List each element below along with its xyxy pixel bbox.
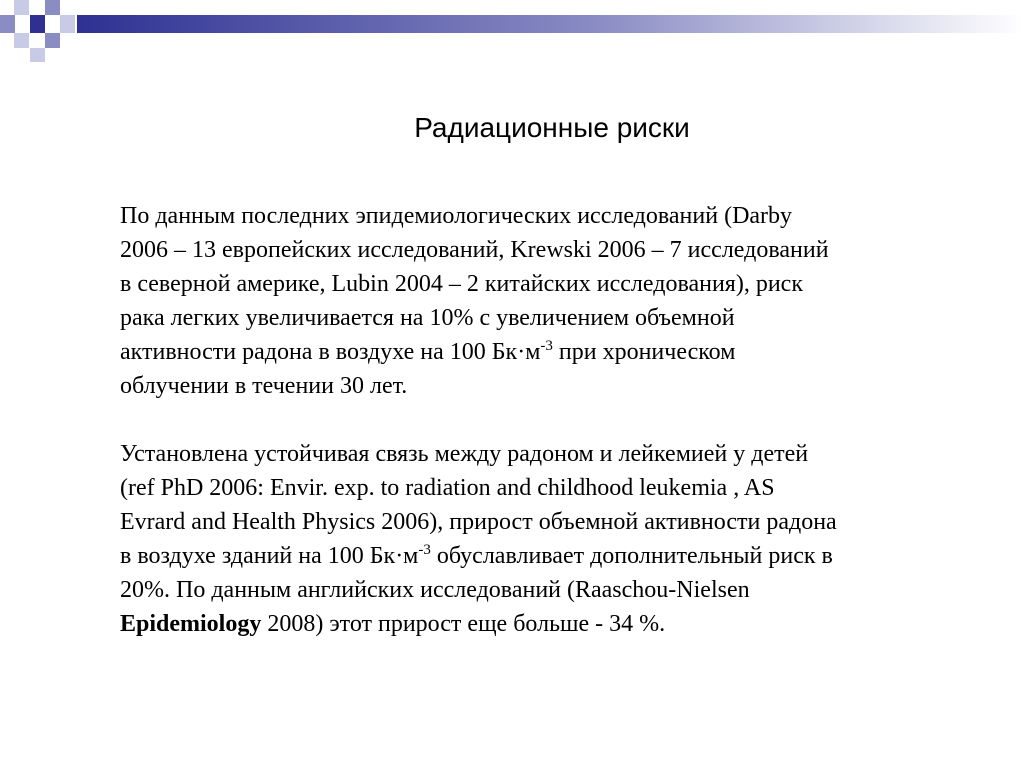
slide-body (120, 199, 980, 641)
header-square (60, 15, 75, 33)
text-line: (ref PhD 2006: Envir. exp. to radiation and childhood leukemia , AS (120, 475, 775, 501)
text-line: По данным последних эпидемиологических исследований (Darby (120, 203, 793, 229)
header-square (45, 33, 60, 48)
text-line: в северной америке, Lubin 2004 – 2 китайских исследования), риск (120, 271, 803, 297)
paragraph-leukemia-risk (120, 437, 980, 641)
text-segment: активности радона в воздухе на 100 Бк·м (120, 339, 541, 365)
header-square (0, 15, 15, 33)
text-line (120, 607, 980, 641)
text-line: облучении в течении 30 лет. (120, 373, 408, 399)
header-decoration (0, 0, 1024, 62)
text-segment: обуславливает дополнительный риск в (430, 543, 833, 569)
paragraph-lung-cancer-risk (120, 199, 980, 403)
text-line: Установлена устойчивая связь между радоном и лейкемией у детей (120, 441, 809, 467)
text-line: рака легких увеличивается на 10% с увеличением объемной (120, 305, 735, 331)
text-segment: при хроническом (552, 339, 736, 365)
text-segment: в воздухе зданий на 100 Бк·м (120, 543, 419, 569)
header-square (14, 0, 29, 15)
header-square (30, 15, 45, 33)
text-line: Evrard and Health Physics 2006), прирост объемной активности радона (120, 509, 837, 535)
text-line (120, 539, 980, 573)
header-square (14, 33, 29, 48)
exponent: -3 (540, 338, 553, 354)
header-gradient-bar (77, 15, 1024, 33)
paragraph-gap (120, 403, 980, 437)
header-square (45, 0, 60, 15)
journal-name: Epidemiology (120, 611, 262, 637)
exponent: -3 (418, 542, 431, 558)
slide-title: Радиационные риски (414, 112, 690, 143)
header-square (30, 48, 45, 62)
text-line (120, 335, 980, 369)
text-line: 2006 – 13 европейских исследований, Krewski 2006 – 7 исследований (120, 237, 829, 263)
text-line: 20%. По данным английских исследований (Raaschou-Nielsen (120, 577, 750, 603)
text-segment: 2008) этот прирост еще больше - 34 %. (261, 611, 666, 637)
